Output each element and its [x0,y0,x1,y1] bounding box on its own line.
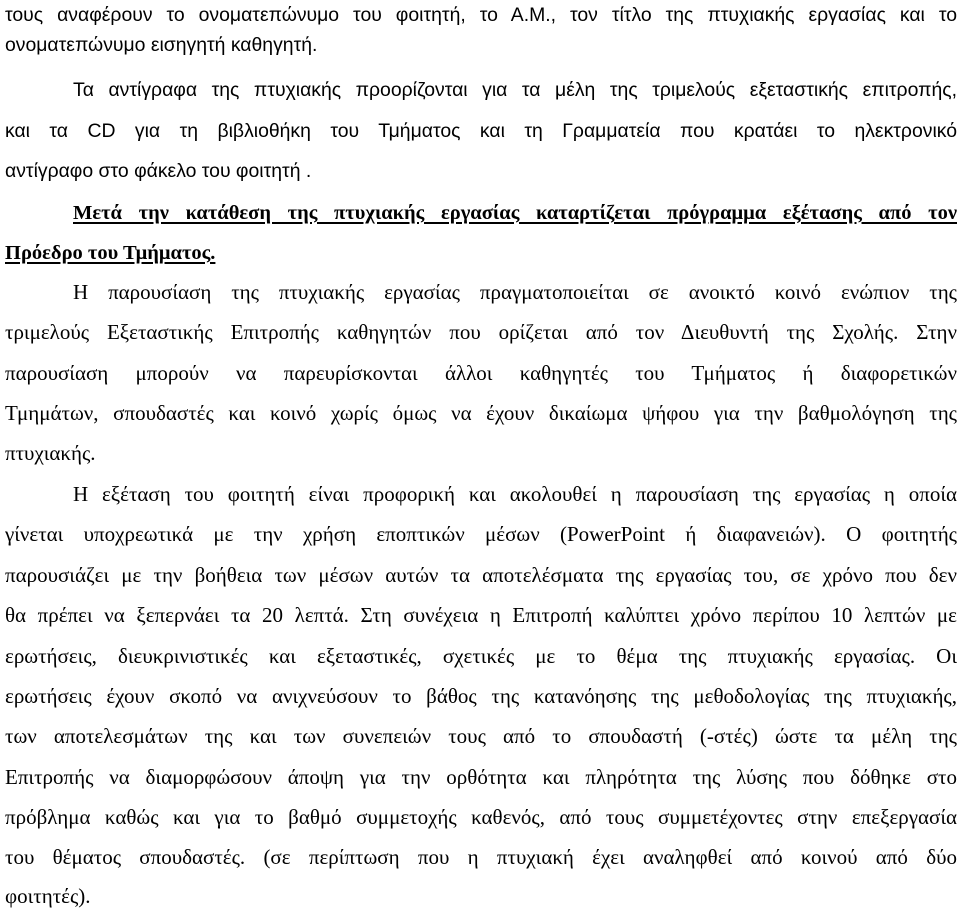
text-line: Τμημάτων, σπουδαστές και κοινό χωρίς όμως να έχουν δικαίωμα ψήφου για την βαθμολόγηση της [5,401,957,425]
text-line: Τα αντίγραφα της πτυχιακής προορίζονται για τα μέλη της τριμελούς εξεταστικής επιτροπής, [73,79,957,101]
text-line: πρόβλημα καθώς και για το βαθμό συμμετοχής καθενός, από τους συμμετέχοντες στην επεξεργασία [5,805,957,829]
text-line: και τα CD για τη βιβλιοθήκη του Τμήματος και τη Γραμματεία που κρατάει το ηλεκτρονικό [5,120,957,142]
text-line: των αποτελεσμάτων της και των συνεπειών τους από το σπουδαστή (-στές) ώστε τα μέλη της [5,724,957,748]
text-line: φοιτητές). [5,884,91,908]
text-line: Επιτροπής να διαμορφώσουν άποψη για την ορθότητα και πληρότητα της λύσης που δόθηκε στο [5,765,957,789]
text-line: γίνεται υποχρεωτικά με την χρήση εποπτικών μέσων (PowerPoint ή διαφανειών). Ο φοιτητής [5,522,957,546]
text-line: του θέματος σπουδαστές. (σε περίπτωση που η πτυχιακή έχει αναληφθεί από κοινού από δύο [5,845,957,869]
bold-text-line: Μετά την κατάθεση της πτυχιακής εργασίας καταρτίζεται πρόγραμμα εξέτασης από τον [73,202,957,224]
text-line: Η εξέταση του φοιτητή είναι προφορική και ακολουθεί η παρουσίαση της εργασίας η οποία [73,482,957,506]
text-line: παρουσιάζει με την βοήθεια των μέσων αυτών τα αποτελέσματα της εργασίας του, σε χρόνο που δεν [5,563,957,587]
bold-text-line: Πρόεδρο του Τμήματος. [5,242,216,264]
text-line: πτυχιακής. [5,441,96,465]
text-line: τους αναφέρουν το ονοματεπώνυμο του φοιτητή, το Α.Μ., τον τίτλο της πτυχιακής εργασίας και το [5,4,957,26]
text-line: παρουσίαση μπορούν να παρευρίσκονται άλλοι καθηγητές του Τμήματος ή διαφορετικών [5,361,957,385]
text-line: Η παρουσίαση της πτυχιακής εργασίας πραγματοποιείται σε ανοικτό κοινό ενώπιον της [73,280,957,304]
text-line: ονοματεπώνυμο εισηγητή καθηγητή. [5,34,318,56]
text-line: ερωτήσεις, διευκρινιστικές και εξεταστικές, σχετικές με το θέμα της πτυχιακής εργασίας. Οι [5,644,957,668]
text-line: αντίγραφο στο φάκελο του φοιτητή . [5,160,312,182]
text-line: ερωτήσεις έχουν σκοπό να ανιχνεύσουν το βάθος της κατανόησης της μεθοδολογίας της πτυχιακής, [5,684,957,708]
text-line: θα πρέπει να ξεπερνάει τα 20 λεπτά. Στη συνέχεια η Επιτροπή καλύπτει χρόνο περίπου 10 λεπτών με [5,603,957,627]
text-line: τριμελούς Εξεταστικής Επιτροπής καθηγητών που ορίζεται από τον Διευθυντή της Σχολής. Στην [5,320,957,344]
